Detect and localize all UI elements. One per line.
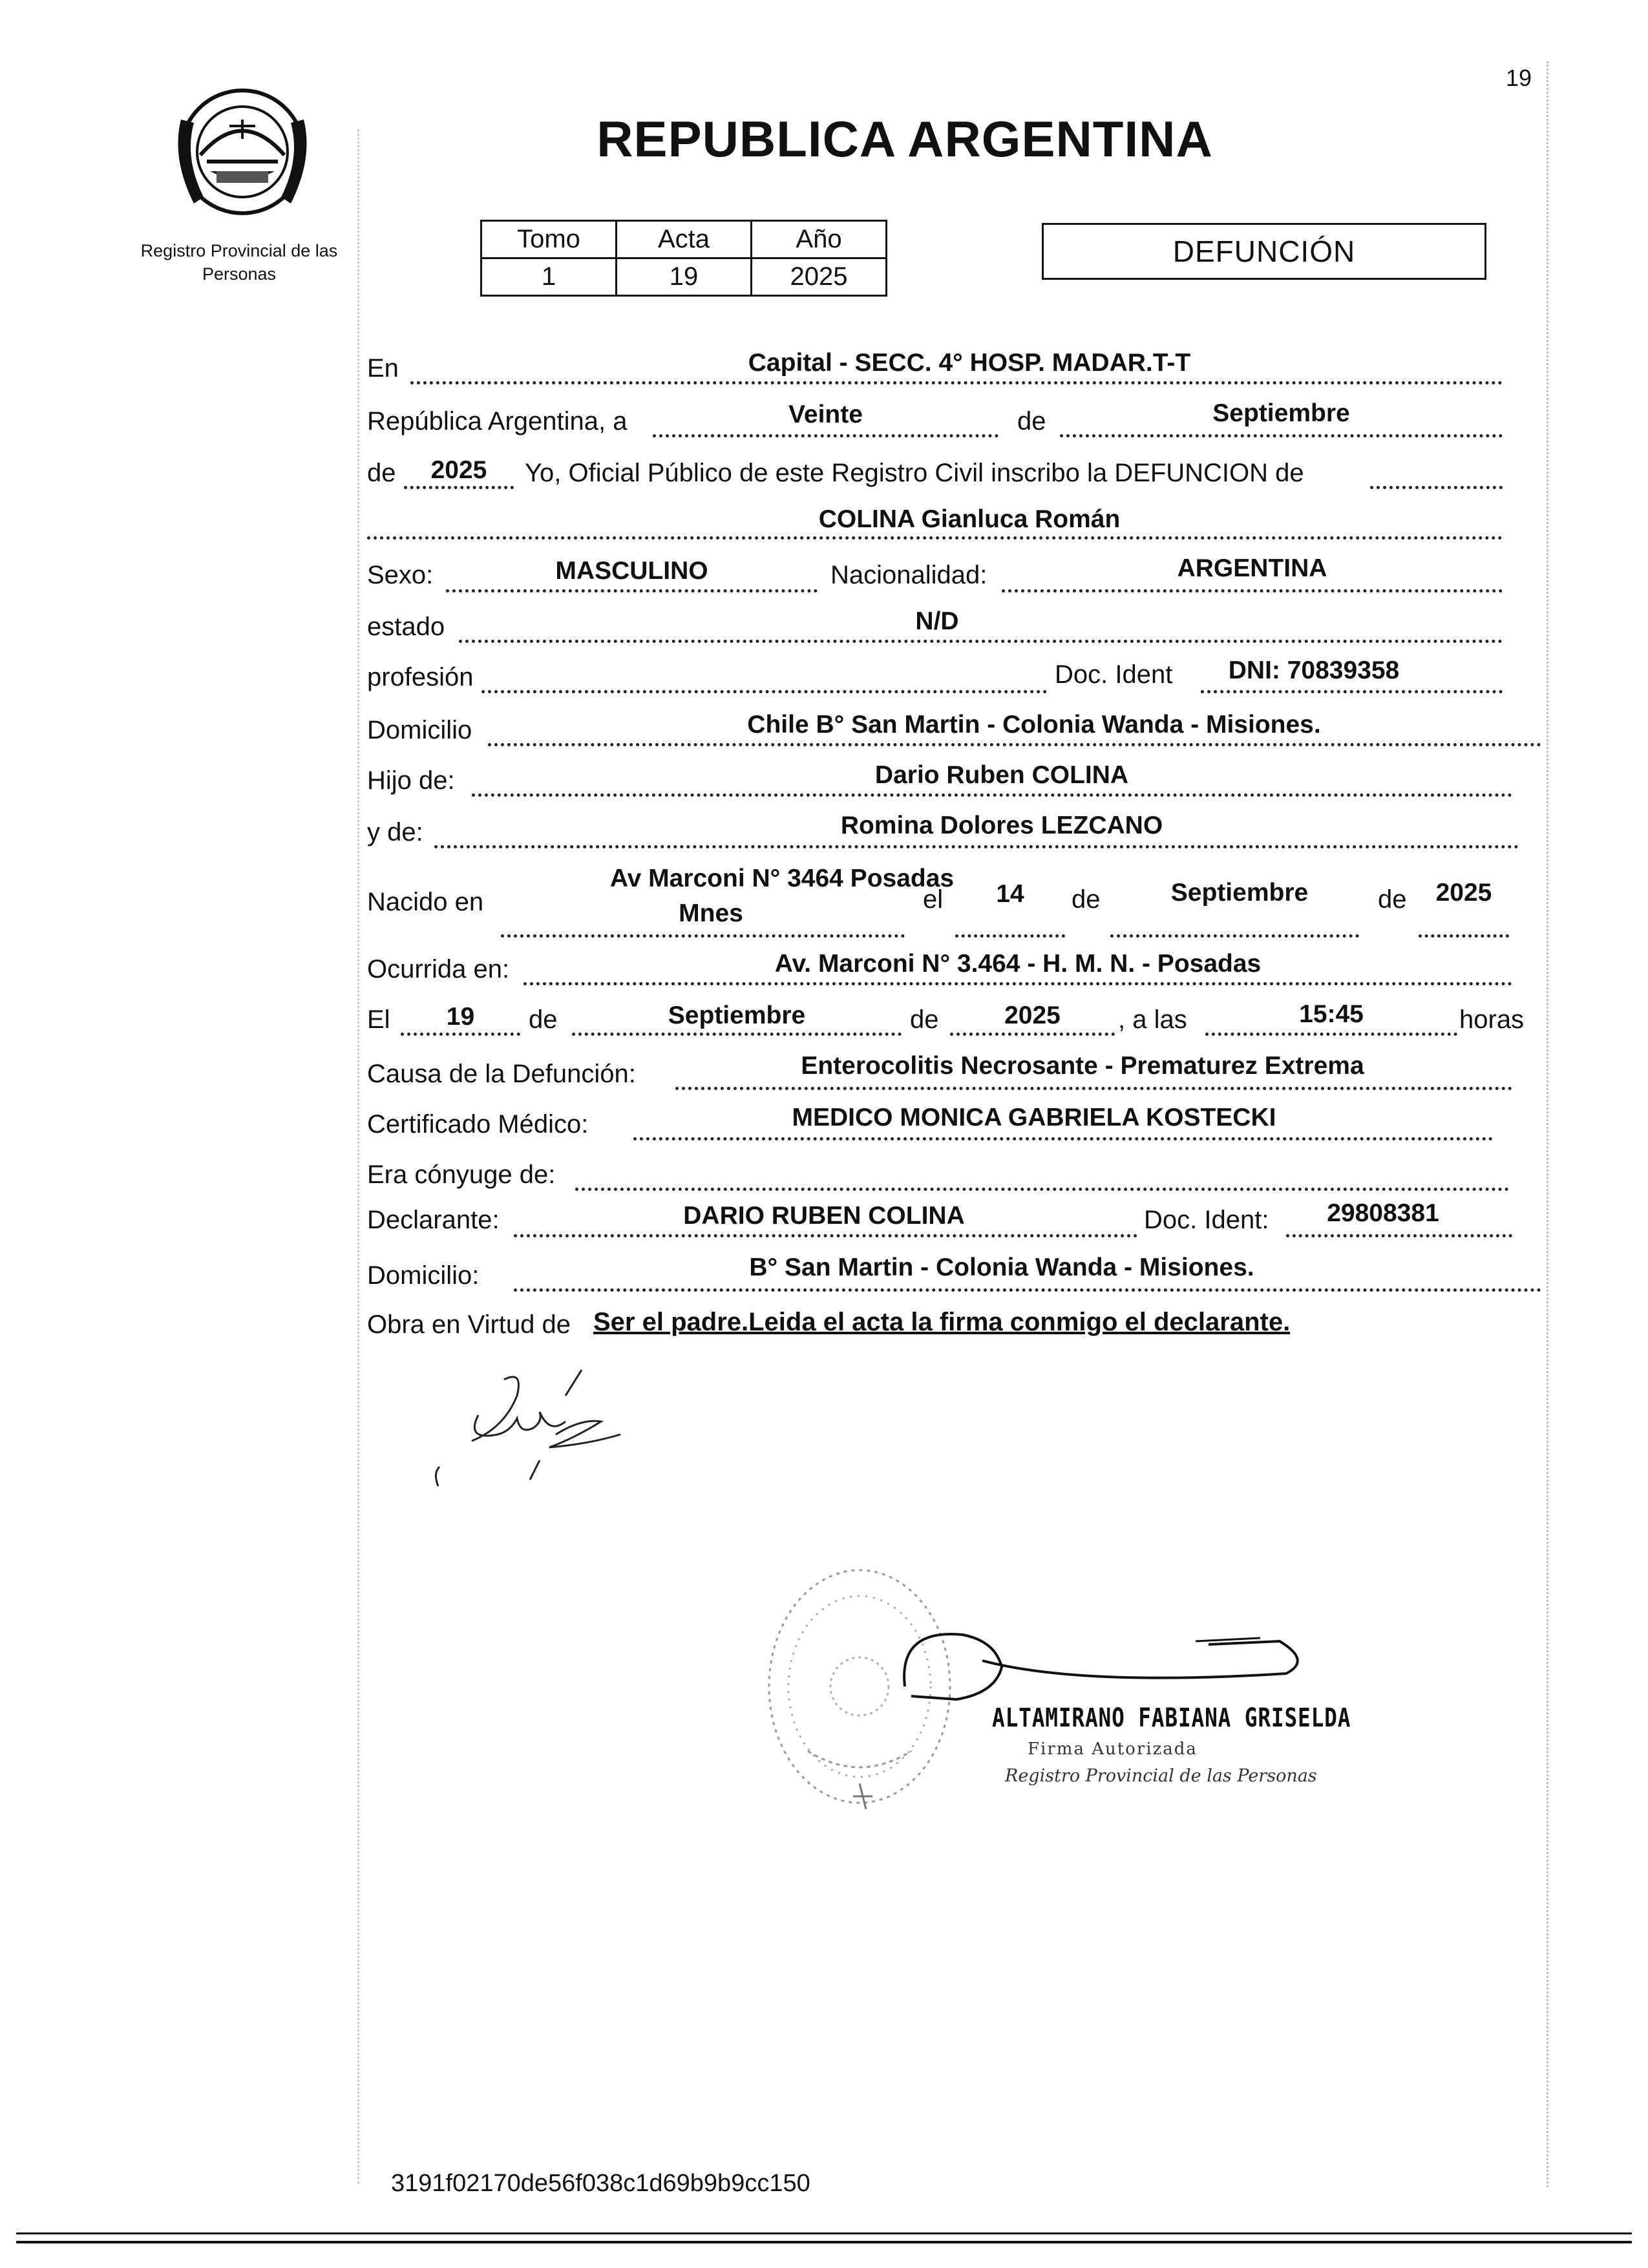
- official-office-stamp: Registro Provincial de las Personas: [1005, 1766, 1317, 1786]
- hora-value: 15:45: [1299, 1000, 1364, 1028]
- dotted-line: [488, 743, 1541, 746]
- bottom-rule: [16, 2241, 1632, 2243]
- yde-value: Romina Dolores LEZCANO: [840, 812, 1163, 839]
- dotted-line: [572, 1033, 902, 1036]
- declarante-label: Declarante:: [367, 1206, 500, 1234]
- de-label: de: [910, 1005, 939, 1034]
- decl-doc-value: 29808381: [1327, 1199, 1439, 1227]
- table-header: Acta: [617, 221, 752, 258]
- de-label: de: [1017, 407, 1046, 436]
- dotted-line: [367, 536, 1503, 540]
- dotted-line: [481, 690, 1047, 693]
- def-mes-value: Septiembre: [668, 1002, 806, 1029]
- de2-label: de: [367, 459, 396, 487]
- republica-label: República Argentina, a: [367, 407, 628, 436]
- page-number: 19: [1506, 65, 1532, 91]
- tomo-value: 1: [481, 258, 617, 296]
- causa-value: Enterocolitis Necrosante - Prematurez Extrema: [801, 1052, 1364, 1080]
- doc-ident-label: Doc. Ident: [1055, 660, 1173, 689]
- dotted-line: [1110, 934, 1359, 938]
- nacionalidad-value: ARGENTINA: [1177, 554, 1327, 582]
- dotted-line: [523, 982, 1512, 985]
- document-title: REPUBLICA ARGENTINA: [597, 110, 1213, 167]
- sexo-label: Sexo:: [367, 561, 434, 589]
- dotted-line: [1286, 1234, 1512, 1237]
- nacionalidad-label: Nacionalidad:: [830, 561, 988, 589]
- dotted-line: [950, 1033, 1115, 1036]
- dotted-line: [1205, 1033, 1457, 1036]
- certificado-value: MEDICO MONICA GABRIELA KOSTECKI: [792, 1104, 1276, 1131]
- acta-value: 19: [617, 258, 752, 296]
- dotted-line: [955, 934, 1065, 938]
- registry-caption: Registro Provincial de las Personas: [140, 241, 338, 284]
- estado-label: estado: [367, 613, 445, 641]
- declarante-value: DARIO RUBEN COLINA: [683, 1202, 965, 1230]
- nacido-value-line1: Av Marconi N° 3464 Posadas: [609, 865, 955, 892]
- alas-label: , a las: [1118, 1005, 1187, 1034]
- nacido-value-line2: Mnes: [679, 899, 743, 927]
- horas-label: horas: [1459, 1005, 1525, 1034]
- official-name-stamp: ALTAMIRANO FABIANA GRISELDA: [992, 1703, 1351, 1733]
- dotted-line: [514, 1288, 1541, 1292]
- dotted-line: [404, 486, 514, 489]
- declarant-signature: [427, 1357, 640, 1502]
- decl-domicilio-label: Domicilio:: [367, 1261, 480, 1290]
- el-label: el: [923, 885, 944, 914]
- obra-value: Ser el padre.Leida el acta la firma conmigo el declarante.: [593, 1308, 1291, 1336]
- dotted-line: [401, 1033, 520, 1036]
- dotted-line: [1370, 486, 1503, 489]
- nac-anio-value: 2025: [1435, 879, 1492, 907]
- yde-label: y de:: [367, 818, 423, 846]
- en-label: En: [367, 354, 399, 383]
- anio-value: 2025: [752, 258, 887, 296]
- doc-ident-value: DNI: 70839358: [1228, 656, 1400, 684]
- estado-value: N/D: [915, 607, 959, 635]
- dotted-line: [575, 1188, 1509, 1191]
- dotted-line: [410, 381, 1503, 384]
- el2-label: El: [367, 1005, 390, 1034]
- document-type-box: DEFUNCIÓN: [1042, 223, 1486, 280]
- official-role-stamp: Firma Autorizada: [1028, 1739, 1198, 1759]
- dotted-line: [675, 1087, 1512, 1090]
- certificado-label: Certificado Médico:: [367, 1110, 589, 1139]
- def-dia-value: 19: [446, 1003, 475, 1031]
- obra-label: Obra en Virtud de: [367, 1310, 571, 1339]
- profesion-label: profesión: [367, 663, 474, 691]
- nac-dia-value: 14: [996, 880, 1024, 908]
- ocurrida-value: Av. Marconi N° 3.464 - H. M. N. - Posadas: [774, 950, 1262, 978]
- dia-value: Veinte: [788, 401, 863, 428]
- def-anio-value: 2025: [1004, 1002, 1061, 1029]
- province-seal-logo: [165, 74, 320, 229]
- document-hash: 3191f02170de56f038c1d69b9b9cc150: [391, 2170, 810, 2197]
- hijo-label: Hijo de:: [367, 766, 455, 795]
- dotted-line: [653, 434, 998, 437]
- dotted-line: [514, 1234, 1137, 1237]
- dotted-line: [446, 589, 818, 593]
- en-value: Capital - SECC. 4° HOSP. MADAR.T-T: [748, 349, 1191, 377]
- dotted-line: [1201, 690, 1503, 693]
- nac-mes-value: Septiembre: [1170, 879, 1309, 907]
- hijo-value: Dario Ruben COLINA: [874, 761, 1129, 789]
- dotted-line: [1060, 434, 1503, 437]
- table-header: Tomo: [481, 221, 617, 258]
- mes-value: Septiembre: [1212, 399, 1350, 427]
- dotted-line: [472, 793, 1512, 797]
- de-label: de: [529, 1005, 558, 1034]
- decl-domicilio-value: B° San Martin - Colonia Wanda - Misiones.: [749, 1254, 1254, 1281]
- de-label: de: [1072, 885, 1101, 914]
- conyuge-label: Era cónyuge de:: [367, 1160, 556, 1189]
- table-header: Año: [752, 221, 887, 258]
- decl-doc-label: Doc. Ident:: [1144, 1206, 1269, 1234]
- bottom-rule: [16, 2232, 1632, 2234]
- inscription-text: Yo, Oficial Público de este Registro Civil inscribo la DEFUNCION de: [525, 459, 1304, 487]
- reference-table: [480, 220, 887, 297]
- anio-value: 2025: [430, 456, 487, 484]
- right-margin-line: [1547, 61, 1548, 2187]
- domicilio-value: Chile B° San Martin - Colonia Wanda - Misiones.: [747, 711, 1321, 739]
- de-label: de: [1378, 885, 1407, 914]
- nacido-label: Nacido en: [367, 888, 484, 916]
- causa-label: Causa de la Defunción:: [367, 1060, 636, 1088]
- dotted-line: [633, 1137, 1493, 1140]
- dotted-line: [434, 845, 1519, 848]
- dotted-line: [1002, 589, 1503, 593]
- dotted-line: [501, 934, 905, 938]
- domicilio-label: Domicilio: [367, 716, 472, 744]
- left-margin-line: [357, 129, 359, 2184]
- dotted-line: [1419, 934, 1509, 938]
- sexo-value: MASCULINO: [555, 557, 708, 585]
- deceased-name: COLINA Gianluca Román: [818, 505, 1121, 533]
- dotted-line: [459, 640, 1503, 643]
- ocurrida-label: Ocurrida en:: [367, 955, 510, 983]
